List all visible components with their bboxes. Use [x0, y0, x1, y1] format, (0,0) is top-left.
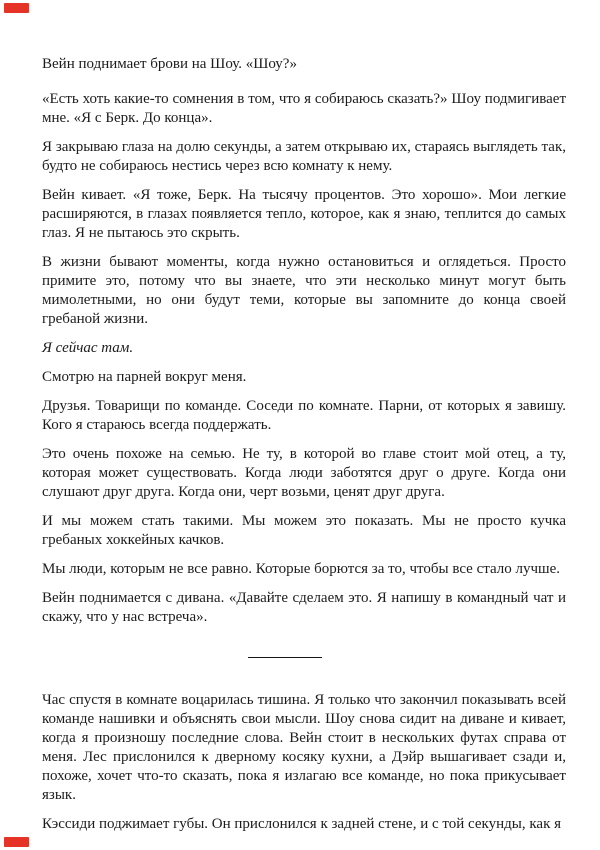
- paragraph: Вейн кивает. «Я тоже, Берк. На тысячу процентов. Это хорошо». Мои легкие расширяются, в глазах появляется тепло, которое, как я знаю, теплится до самых глаз. Я не пытаюсь это скрыть.: [42, 187, 566, 241]
- red-marker-top-left: [4, 3, 29, 13]
- paragraph-italic: Я сейчас там.: [42, 340, 134, 356]
- red-marker-bottom-left: [4, 837, 29, 847]
- paragraph: Мы люди, которым не все равно. Которые борются за то, чтобы все стало лучше.: [42, 561, 560, 577]
- paragraph: Вейн поднимает брови на Шоу. «Шоу?»: [42, 56, 297, 72]
- paragraph: Друзья. Товарищи по команде. Соседи по комнате. Парни, от которых я завишу. Кого я стараюсь всегда поддержать.: [42, 398, 566, 433]
- paragraph: Это очень похоже на семью. Не ту, в которой во главе стоит мой отец, а ту, которая может существовать. Когда люди заботятся друг о друге. Когда они слушают друг друга. Когда они, черт возьми, ценят друг друга.: [42, 446, 566, 500]
- paragraph: Час спустя в комнате воцарилась тишина. Я только что закончил показывать всей команде нашивки и объяснять свои мысли. Шоу снова сидит на диване и кивает, когда я произношу последние слова. Вейн стоит в нескольких футах справа от меня. Лес прислонился к дверному косяку кухни, а Дэйр вышагивает сзади и, похоже, хочет что-то сказать, пока я излагаю все команде, но пока прикусывает язык.: [42, 692, 566, 803]
- paragraph: Кэссиди поджимает губы. Он прислонился к задней стене, и с той секунды, как я: [42, 816, 562, 832]
- paragraph: В жизни бывают моменты, когда нужно остановиться и оглядеться. Просто примите это, потому что вы знаете, что эти несколько минут могут быть мимолетными, но они будут теми, которые вы запомните до конца своей гребаной жизни.: [42, 254, 566, 327]
- paragraph: Я закрываю глаза на долю секунды, а затем открываю их, стараясь выглядеть так, будто не собираюсь нестись через всю комнату к нему.: [42, 139, 566, 174]
- paragraph: Смотрю на парней вокруг меня.: [42, 369, 247, 385]
- paragraph: Вейн поднимается с дивана. «Давайте сделаем это. Я напишу в командный чат и скажу, что у нас встреча».: [42, 590, 566, 625]
- paragraph: «Есть хоть какие-то сомнения в том, что я собираюсь сказать?» Шоу подмигивает мне. «Я с Берк. До конца».: [42, 91, 566, 126]
- paragraph: И мы можем стать такими. Мы можем это показать. Мы не просто кучка гребаных хоккейных качков.: [42, 513, 566, 548]
- scene-break-divider: [248, 657, 322, 658]
